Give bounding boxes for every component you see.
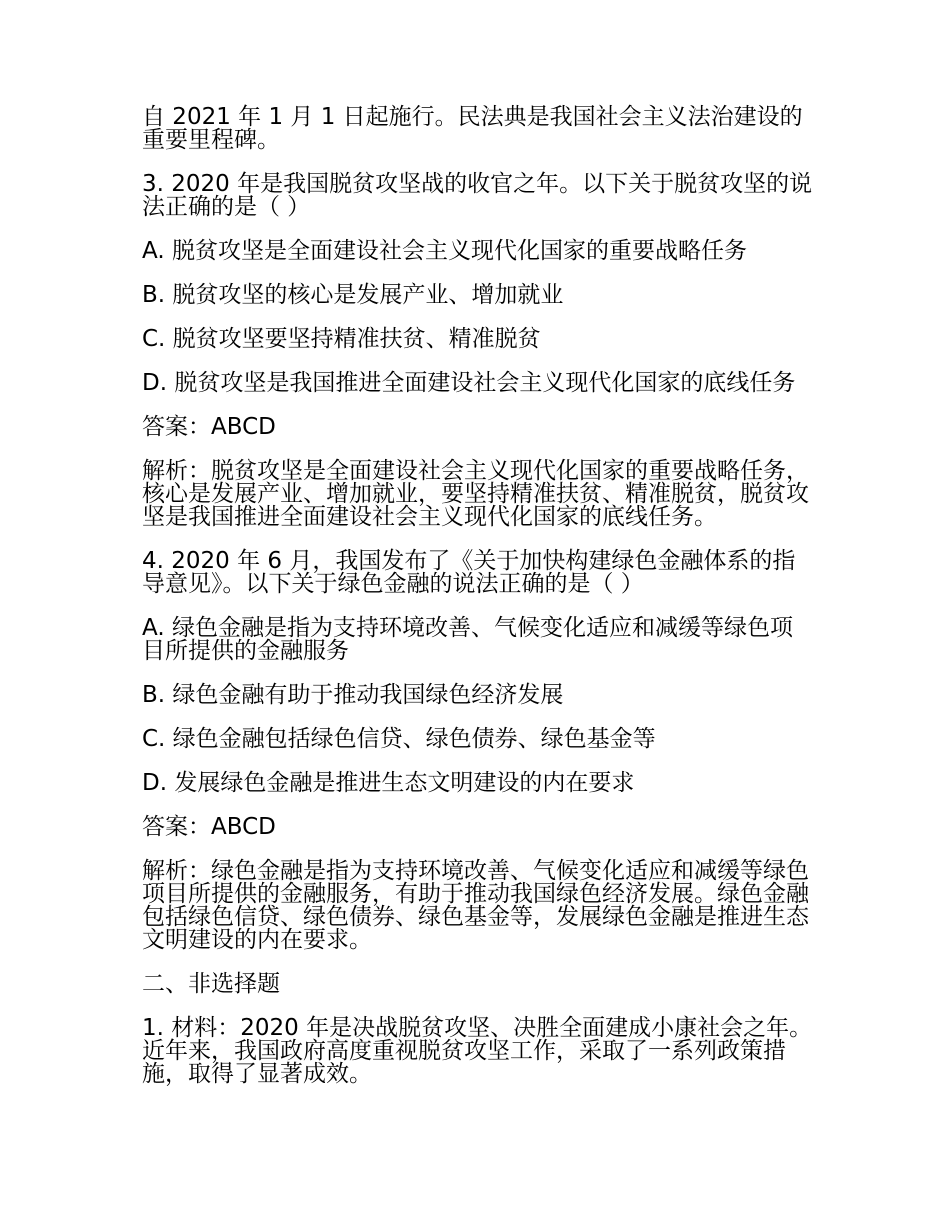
question-4-option-c: C. 绿色金融包括绿色信贷、绿色债券、绿色基金等 bbox=[142, 726, 656, 752]
question-4-answer: 答案：ABCD bbox=[142, 814, 276, 840]
question-3-answer: 答案：ABCD bbox=[142, 414, 276, 440]
section-heading-non-choice: 二、非选择题 bbox=[142, 971, 280, 997]
paragraph-continuation: 自 2021 年 1 月 1 日起施行。民法典是我国社会主义法治建设的重要里程碑。 bbox=[142, 104, 803, 153]
question-3-option-d: D. 脱贫攻坚是我国推进全面建设社会主义现代化国家的底线任务 bbox=[142, 370, 796, 396]
document-page bbox=[142, 106, 814, 1107]
question-4-explanation: 解析：绿色金融是指为支持环境改善、气候变化适应和减缓等绿色项目所提供的金融服务，有助于推动我国绿色经济发展。绿色金融包括绿色信贷、绿色债券、绿色基金等，发展绿色金融是推进生态文明建设的内在要求。 bbox=[142, 858, 809, 953]
question-3-option-b: B. 脱贫攻坚的核心是发展产业、增加就业 bbox=[142, 282, 564, 308]
question-3-explanation: 解析：脱贫攻坚是全面建设社会主义现代化国家的重要战略任务，核心是发展产业、增加就业，要坚持精准扶贫、精准脱贫，脱贫攻坚是我国推进全面建设社会主义现代化国家的底线任务。 bbox=[142, 458, 809, 530]
non-choice-question-1: 1. 材料：2020 年是决战脱贫攻坚、决胜全面建成小康社会之年。近年来，我国政府高度重视脱贫攻坚工作，采取了一系列政策措施，取得了显著成效。 bbox=[142, 1015, 813, 1087]
question-4-option-d: D. 发展绿色金融是推进生态文明建设的内在要求 bbox=[142, 770, 635, 796]
question-3-option-c: C. 脱贫攻坚要坚持精准扶贫、精准脱贫 bbox=[142, 326, 541, 352]
question-4-option-a: A. 绿色金融是指为支持环境改善、气候变化适应和减缓等绿色项目所提供的金融服务 bbox=[142, 615, 793, 664]
question-4: 4. 2020 年 6 月，我国发布了《关于加快构建绿色金融体系的指导意见》。以下关于绿色金融的说法正确的是（ ） bbox=[142, 548, 796, 597]
question-4-option-b: B. 绿色金融有助于推动我国绿色经济发展 bbox=[142, 682, 564, 708]
question-3-option-a: A. 脱贫攻坚是全面建设社会主义现代化国家的重要战略任务 bbox=[142, 238, 747, 264]
question-3: 3. 2020 年是我国脱贫攻坚战的收官之年。以下关于脱贫攻坚的说法正确的是（ ） bbox=[142, 171, 813, 220]
